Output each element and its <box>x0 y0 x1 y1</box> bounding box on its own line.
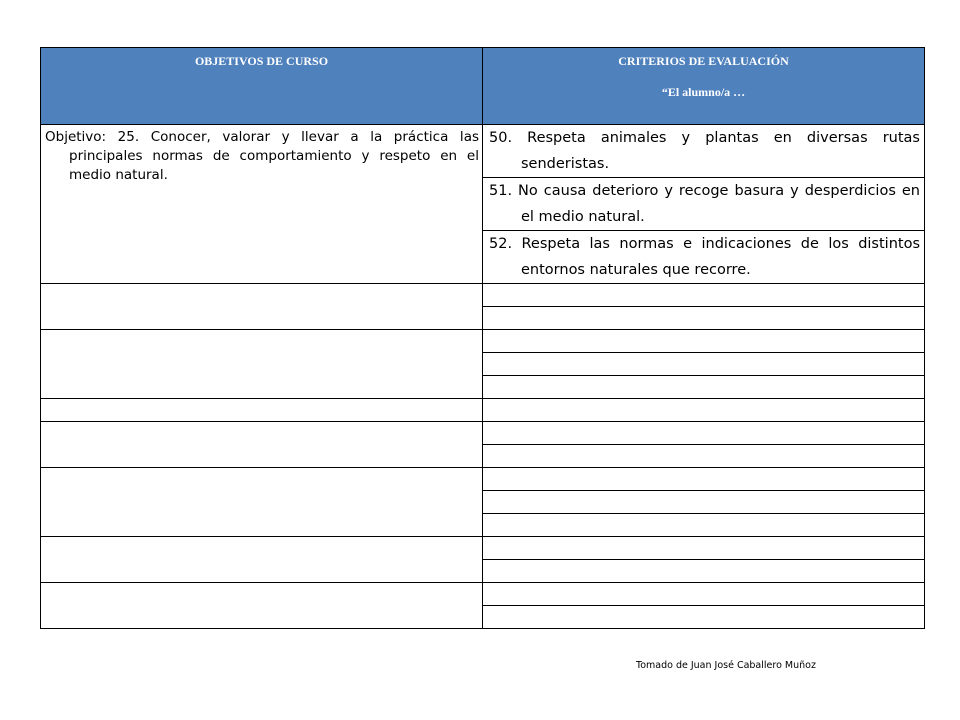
empty-objective-cell <box>41 468 483 537</box>
table-row <box>41 468 925 491</box>
criterion-cell <box>483 125 925 178</box>
empty-criterion-cell <box>483 491 925 514</box>
criteria-header <box>483 48 925 125</box>
empty-objective-cell <box>41 422 483 468</box>
header-row <box>41 48 925 125</box>
source-credit: Tomado de Juan José Caballero Muñoz <box>636 660 816 671</box>
table-row <box>41 125 925 178</box>
objectives-header-label: OBJETIVOS DE CURSO <box>194 54 329 68</box>
objectives-header <box>41 48 483 125</box>
criterion-text: 51. No causa deterioro y recoge basura y desperdicios en el medio natural. <box>489 183 920 225</box>
empty-criterion-cell <box>483 307 925 330</box>
criterion-text: 50. Respeta animales y plantas en diversas rutas senderistas. <box>489 130 920 172</box>
empty-criterion-cell <box>483 284 925 307</box>
table-row <box>41 537 925 560</box>
evaluation-table <box>40 47 925 629</box>
empty-criterion-cell <box>483 330 925 353</box>
criteria-header-label: CRITERIOS DE EVALUACIÓN <box>618 54 789 68</box>
empty-criterion-cell <box>483 514 925 537</box>
empty-criterion-cell <box>483 560 925 583</box>
criteria-header-sub: “El alumno/a … <box>661 85 746 99</box>
objective-text: Objetivo: 25. Conocer, valorar y llevar a la práctica las principales normas de comportamiento y respeto en el medio natural. <box>45 129 479 183</box>
empty-criterion-cell <box>483 606 925 629</box>
table-row <box>41 330 925 353</box>
empty-criterion-cell <box>483 583 925 606</box>
table-row <box>41 583 925 606</box>
empty-criterion-cell <box>483 445 925 468</box>
empty-objective-cell <box>41 399 483 422</box>
empty-criterion-cell <box>483 537 925 560</box>
empty-criterion-cell <box>483 468 925 491</box>
table-row <box>41 284 925 307</box>
empty-criterion-cell <box>483 376 925 399</box>
empty-criterion-cell <box>483 399 925 422</box>
empty-criterion-cell <box>483 353 925 376</box>
empty-objective-cell <box>41 284 483 330</box>
empty-objective-cell <box>41 583 483 629</box>
criterion-cell <box>483 231 925 284</box>
empty-criterion-cell <box>483 422 925 445</box>
criterion-text: 52. Respeta las normas e indicaciones de los distintos entornos naturales que recorre. <box>489 236 920 278</box>
empty-objective-cell <box>41 330 483 399</box>
table-row <box>41 422 925 445</box>
empty-objective-cell <box>41 537 483 583</box>
criterion-cell <box>483 178 925 231</box>
table-row <box>41 399 925 422</box>
objective-cell <box>41 125 483 284</box>
